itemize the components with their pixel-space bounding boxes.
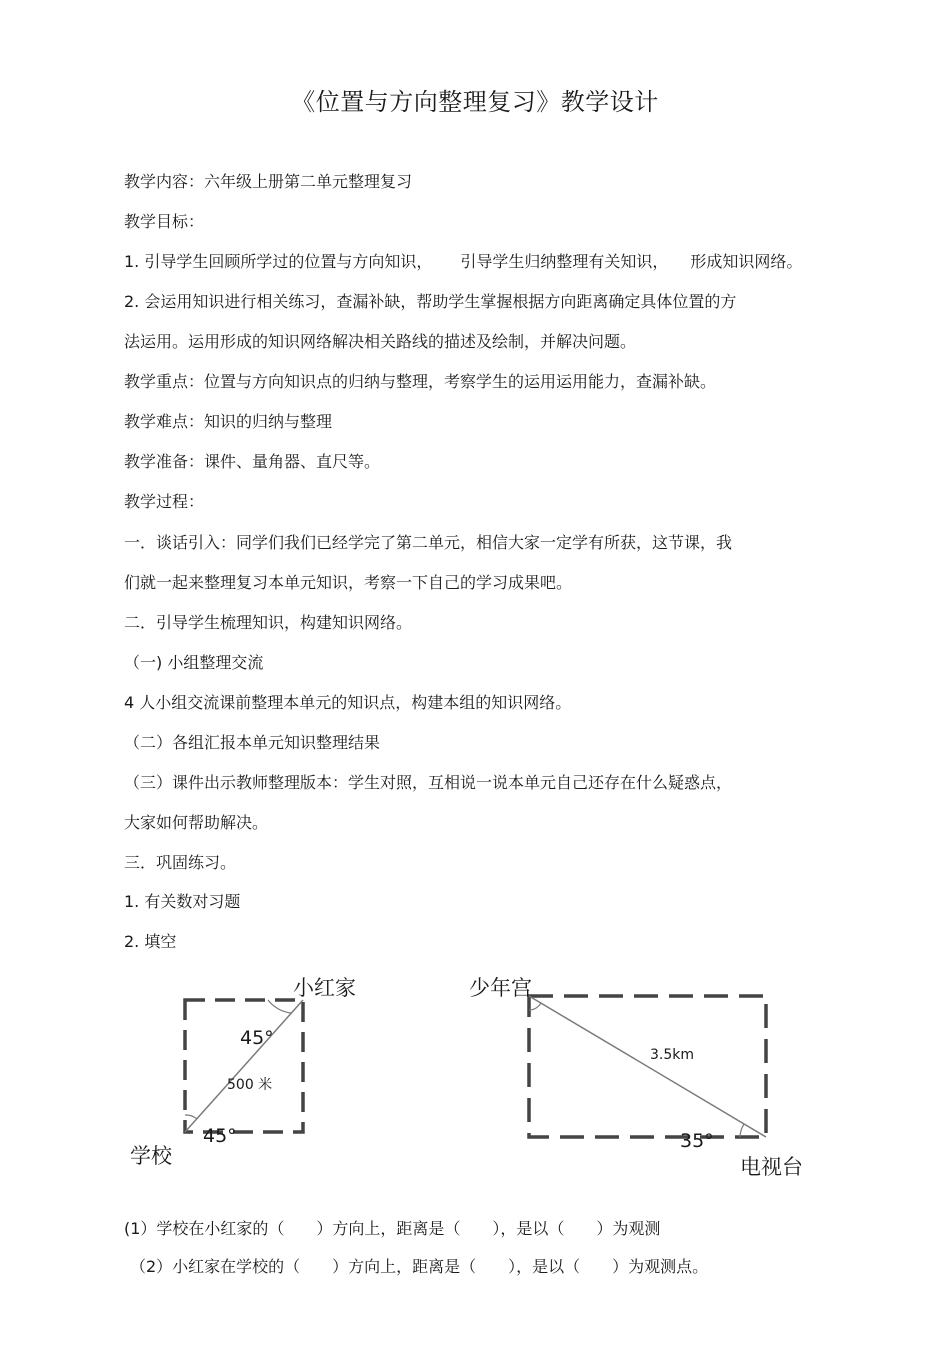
school-label: 学校 xyxy=(130,1144,172,1168)
goal-1-part-b: 引导学生归纳整理有关知识， xyxy=(460,252,669,271)
angle-arc-bottom xyxy=(185,1115,197,1119)
document-title: 《位置与方向整理复习》教学设计 xyxy=(291,88,659,116)
palace-label: 少年宫 xyxy=(469,976,532,1000)
goal-1-part-a: 1. 引导学生回顾所学过的位置与方向知识， xyxy=(124,252,433,271)
goals-label: 教学目标： xyxy=(124,212,205,231)
key-points: 教学重点：位置与方向知识点的归纳与整理，考察学生的运用运用能力，查漏补缺。 xyxy=(124,372,717,391)
angle-label-right: 35° xyxy=(680,1130,714,1152)
section-2-sub-1: （一) 小组整理交流 xyxy=(124,653,264,672)
section-3-heading: 三．巩固练习。 xyxy=(124,853,237,872)
route-line-left xyxy=(185,1000,303,1132)
section-2-sub-2: （二）各组汇报本单元知识整理结果 xyxy=(124,733,381,752)
position-diagrams xyxy=(0,960,950,1200)
tv-station-label: 电视台 xyxy=(740,1155,803,1179)
angle-arc-right-top xyxy=(529,1003,541,1010)
teaching-content: 教学内容：六年级上册第二单元整理复习 xyxy=(124,172,413,191)
exercise-2: 2. 填空 xyxy=(124,932,177,951)
section-2-sub-3-line-1: （三）课件出示教师整理版本：学生对照，互相说一说本单元自己还存在什么疑惑点， xyxy=(124,773,733,792)
diagram-palace-tv xyxy=(469,976,803,1179)
angle-bottom-label: 45° xyxy=(203,1125,237,1147)
teaching-prep: 教学准备：课件、量角器、直尺等。 xyxy=(124,452,381,471)
section-2-sub-1-text: 4 人小组交流课前整理本单元的知识点，构建本组的知识网络。 xyxy=(124,693,572,712)
home-label: 小红家 xyxy=(293,976,356,1000)
angle-arc-top xyxy=(268,1000,291,1013)
difficult-points: 教学难点：知识的归纳与整理 xyxy=(124,412,333,431)
goal-2-line-2: 法运用。运用形成的知识网络解决相关路线的描述及绘制，并解决问题。 xyxy=(124,332,637,351)
exercise-1: 1. 有关数对习题 xyxy=(124,892,241,911)
goal-1-part-c: 形成知识网络。 xyxy=(690,252,803,271)
diagram-school-home xyxy=(130,976,356,1168)
section-1-line-1: 一．谈话引入：同学们我们已经学完了第二单元，相信大家一定学有所获，这节课，我 xyxy=(124,533,733,552)
distance-label-left: 500 米 xyxy=(227,1077,273,1093)
goal-1 xyxy=(124,252,802,272)
section-2-sub-3-line-2: 大家如何帮助解决。 xyxy=(124,813,269,832)
question-1: (1）学校在小红家的（ ）方向上，距离是（ ），是以（ ）为观测 xyxy=(124,1219,661,1238)
route-line-right xyxy=(529,996,766,1137)
section-1-line-2: 们就一起来整理复习本单元知识，考察一下自己的学习成果吧。 xyxy=(124,573,573,592)
goal-2-line-1: 2. 会运用知识进行相关练习，查漏补缺，帮助学生掌握根据方向距离确定具体位置的方 xyxy=(124,292,737,311)
angle-top-label: 45° xyxy=(240,1027,274,1049)
question-2: （2）小红家在学校的（ ）方向上，距离是（ ），是以（ ）为观测点。 xyxy=(130,1257,709,1276)
process-label: 教学过程： xyxy=(124,492,205,511)
distance-label-right: 3.5km xyxy=(650,1047,695,1063)
angle-arc-right-bottom xyxy=(740,1124,744,1137)
section-2-heading: 二．引导学生梳理知识，构建知识网络。 xyxy=(124,613,413,632)
